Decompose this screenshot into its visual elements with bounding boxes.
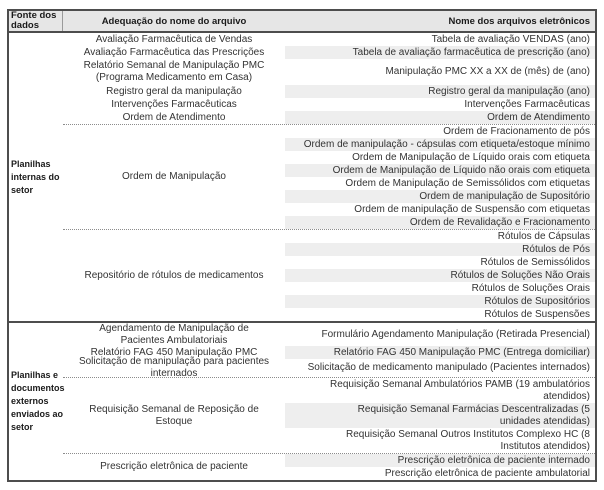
file-name-cell: Ordem de Manipulação de Líquido não orais com etiqueta [285, 164, 595, 177]
file-name-cell: Requisição Semanal Ambulatórios PAMB (19 ambulatórios atendidos) [330, 378, 590, 402]
table-row [63, 323, 595, 346]
file-name-cell: Requisição Semanal Farmácias Descentralizadas (5 unidades atendidas) [285, 403, 595, 428]
row-group [63, 377, 595, 453]
file-name-cell: Formulário Agendamento Manipulação (Retirada Presencial) [321, 328, 590, 340]
file-name-cell: Rótulos de Suspensões [484, 308, 590, 320]
file-name-cell: Intervenções Farmacêuticas [464, 98, 590, 110]
group-label-cell: Ordem de Manipulação [122, 171, 226, 182]
file-name-cell: Registro geral da manipulação (ano) [285, 85, 595, 98]
header-cell-nome-arquivos: Nome dos arquivos eletrônicos [448, 15, 590, 27]
file-name-cell: Rótulos de Cápsulas [497, 230, 590, 242]
file-name-cell: Prescrição eletrônica de paciente ambulatorial [384, 467, 590, 479]
file-label-cell: Solicitação de manipulação para pacientes internados [78, 356, 270, 379]
section-blocks [63, 33, 595, 321]
file-name-cell: Rótulos de Pós [285, 243, 595, 256]
row-group [63, 33, 595, 124]
file-name-cell: Ordem de manipulação de Suspensão com etiquetas [354, 203, 590, 215]
table-row [63, 33, 595, 46]
file-name-cell: Ordem de Fracionamento de pós [443, 125, 590, 137]
file-rows [285, 230, 595, 321]
file-name-cell: Tabela de avaliação farmacêutica de prescrição (ano) [285, 46, 595, 59]
file-label-cell: Avaliação Farmacêutica das Prescrições [83, 46, 265, 58]
data-source-cell [9, 33, 63, 321]
file-name-cell: Ordem de Manipulação de Semissólidos com etiquetas [345, 177, 590, 189]
file-name-cell: Ordem de manipulação - cápsulas com etiqueta/estoque mínimo [285, 138, 595, 151]
file-name-cell: Prescrição eletrônica de paciente internado [285, 454, 595, 467]
table-section [9, 33, 595, 321]
file-name-cell: Solicitação de medicamento manipulado (Pacientes internados) [307, 362, 590, 373]
header-cell-adequacao-nome: Adequação do nome do arquivo [101, 15, 247, 27]
row-group [63, 229, 595, 321]
file-label-cell: Relatório FAG 450 Manipulação PMC [90, 346, 258, 358]
file-name-cell: Relatório FAG 450 Manipulação PMC (Entrega domiciliar) [285, 346, 595, 359]
file-label-cell: Relatório Semanal de Manipulação PMC (Programa Medicamento em Casa) [83, 60, 265, 83]
table-row [63, 85, 595, 98]
file-rows [285, 125, 595, 229]
row-group [63, 323, 595, 377]
row-group [63, 453, 595, 480]
file-label-cell: Agendamento de Manipulação de Pacientes Ambulatoriais [99, 322, 249, 346]
table-header-row [9, 11, 595, 33]
table-row [63, 356, 595, 379]
file-label-cell: Avaliação Farmacêutica de Vendas [95, 33, 253, 45]
header-cell-fonte-dados: Fonte dos dados [9, 11, 63, 31]
file-name-cell: Ordem de Atendimento [285, 111, 595, 124]
file-name-cell: Rótulos de Soluções Orais [471, 282, 590, 294]
section-blocks [63, 323, 595, 480]
table-section [9, 321, 595, 480]
file-name-cell: Ordem de Manipulação de Líquido orais com etiqueta [352, 151, 590, 163]
file-label-cell: Registro geral da manipulação [106, 85, 242, 97]
group-label-cell: Requisição Semanal de Reposição de Estoque [89, 403, 259, 427]
file-rows [285, 454, 595, 480]
table-body [9, 33, 595, 480]
document-table [7, 9, 597, 482]
table-row [63, 46, 595, 59]
data-source-cell [9, 323, 63, 480]
file-name-cell: Rótulos de Supositórios [285, 295, 595, 308]
file-name-cell: Ordem de Revalidação e Fracionamento [285, 216, 595, 229]
table-row [63, 59, 595, 85]
file-name-cell: Ordem de manipulação de Supositório [285, 190, 595, 203]
row-group [63, 124, 595, 229]
data-source-label: Planilhas e documentos externos enviados ao setor [11, 370, 65, 432]
group-label-cell: Repositório de rótulos de medicamentos [84, 269, 264, 281]
file-rows [285, 378, 595, 453]
file-name-cell: Requisição Semanal Outros Institutos Complexo HC (8 Institutos atendidos) [346, 428, 590, 452]
file-name-cell: Tabela de avaliação VENDAS (ano) [431, 33, 590, 45]
file-name-cell: Rótulos de Soluções Não Orais [285, 269, 595, 282]
data-source-label: Planilhas internas do setor [11, 158, 60, 195]
group-label-cell: Prescrição eletrônica de paciente [100, 461, 248, 472]
file-name-cell: Rótulos de Semissólidos [480, 256, 590, 268]
table-row [63, 98, 595, 111]
file-name-cell: Manipulação PMC XX a XX de (mês) de (ano) [385, 66, 590, 77]
file-label-cell: Intervenções Farmacêuticas [111, 98, 237, 110]
table-row [63, 111, 595, 124]
file-label-cell: Ordem de Atendimento [122, 111, 226, 123]
